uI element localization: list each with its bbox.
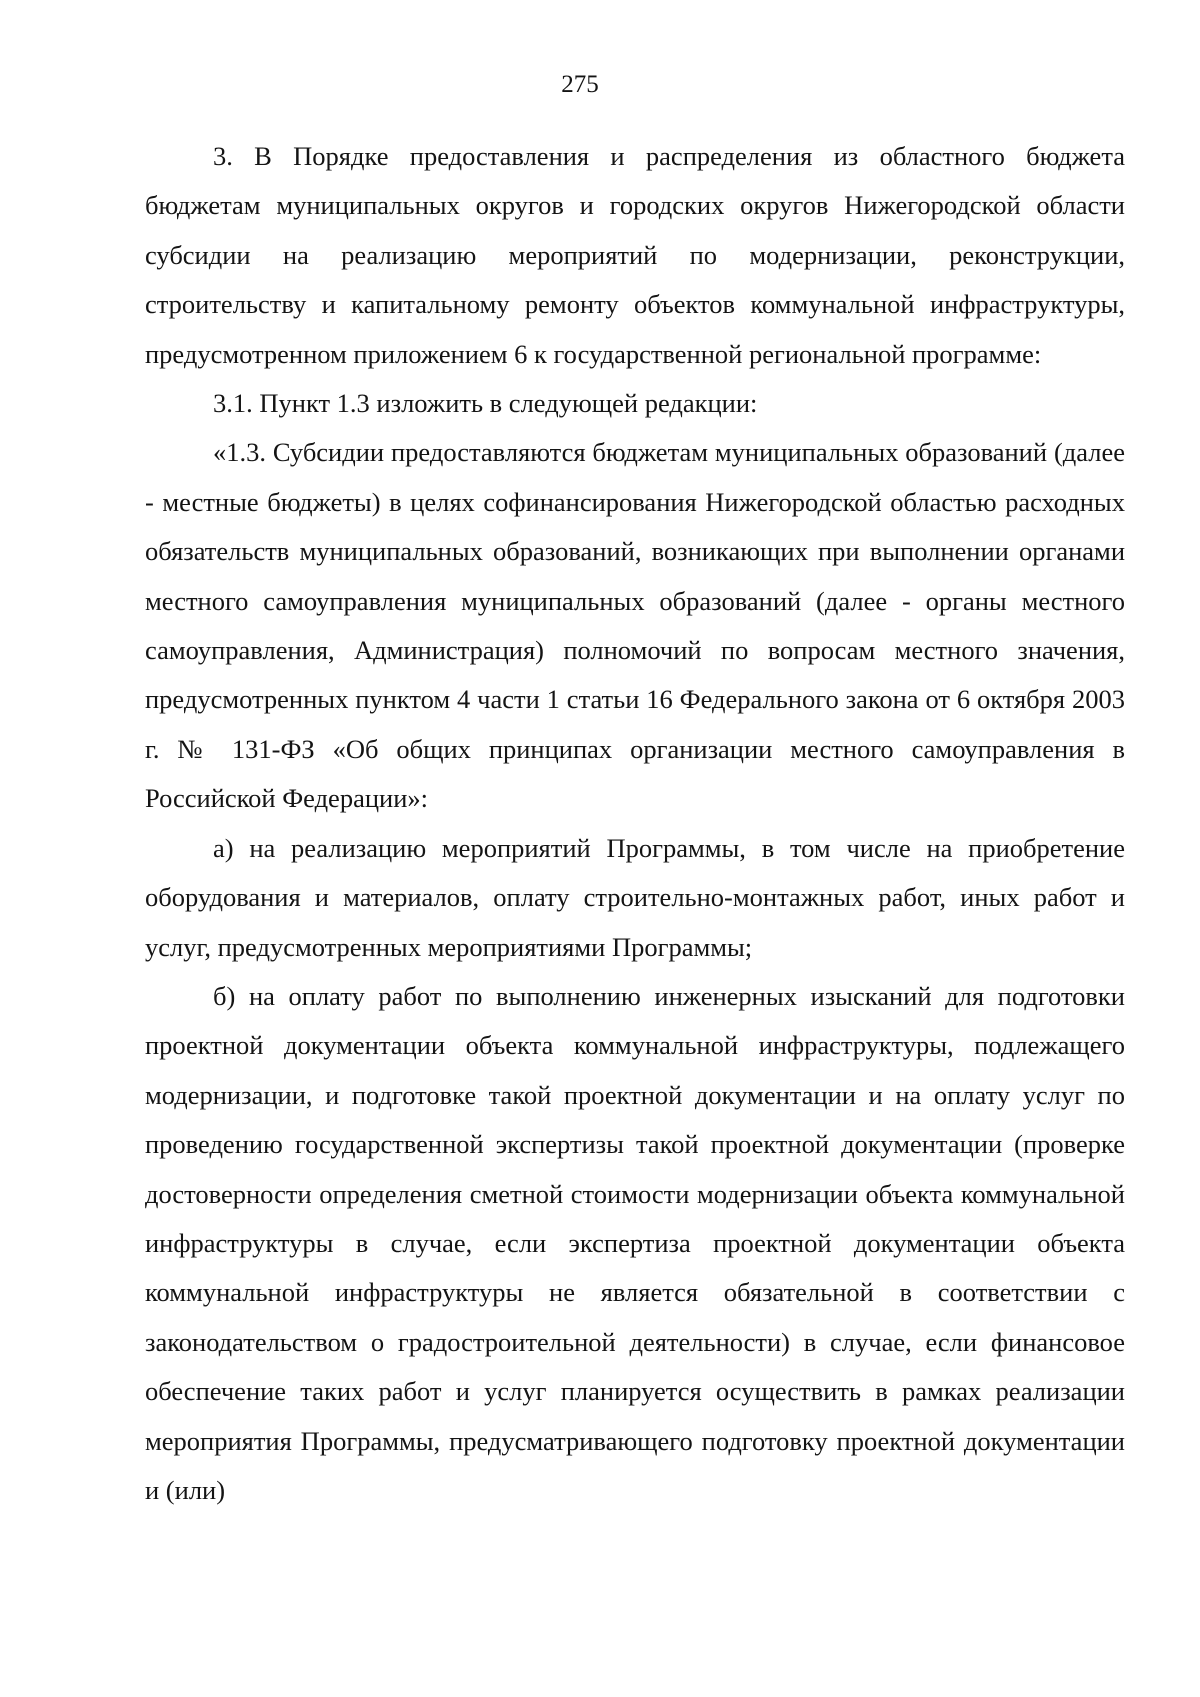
- paragraph-item-a: а) на реализацию мероприятий Программы, в том числе на приобретение оборудования и материалов, оплату строительно-монтажных работ, иных работ и услуг, предусмотренных мероприятиями Программы;: [145, 832, 1125, 962]
- page-number: 275: [561, 71, 599, 98]
- paragraph-section-3: 3. В Порядке предоставления и распределения из областного бюджета бюджетам муниципальных округов и городских округов Нижегородской области субсидии на реализацию мероприятий по модернизации, реконструкции, строительству и капитальному ремонту объектов коммунальной инфраструктуры, предусмотренном приложением 6 к государственной региональной программе:: [145, 141, 1125, 369]
- document-body: [145, 132, 1125, 1515]
- paragraph-section-3-1: 3.1. Пункт 1.3 изложить в следующей редакции:: [213, 388, 758, 419]
- paragraph-clause-1-3: «1.3. Субсидии предоставляются бюджетам муниципальных образований (далее - местные бюджеты) в целях софинансирования Нижегородской областью расходных обязательств муниципальных образований, возникающих при выполнении органами местного самоуправления муниципальных образований (далее - органы местного самоуправления, Администрация) полномочий по вопросам местного значения, предусмотренных пунктом 4 части 1 статьи 16 Федерального закона от 6 октября 2003 г. № 131-ФЗ «Об общих принципах организации местного самоуправления в Российской Федерации»:: [145, 437, 1125, 814]
- paragraph-item-b: б) на оплату работ по выполнению инженерных изысканий для подготовки проектной документации объекта коммунальной инфраструктуры, подлежащего модернизации, и подготовке такой проектной документации и на оплату услуг по проведению государственной экспертизы такой проектной документации (проверке достоверности определения сметной стоимости модернизации объекта коммунальной инфраструктуры в случае, если экспертиза проектной документации объекта коммунальной инфраструктуры не является обязательной в соответствии с законодательством о градостроительной деятельности) в случае, если финансовое обеспечение таких работ и услуг планируется осуществить в рамках реализации мероприятия Программы, предусматривающего подготовку проектной документации и (или): [145, 980, 1125, 1505]
